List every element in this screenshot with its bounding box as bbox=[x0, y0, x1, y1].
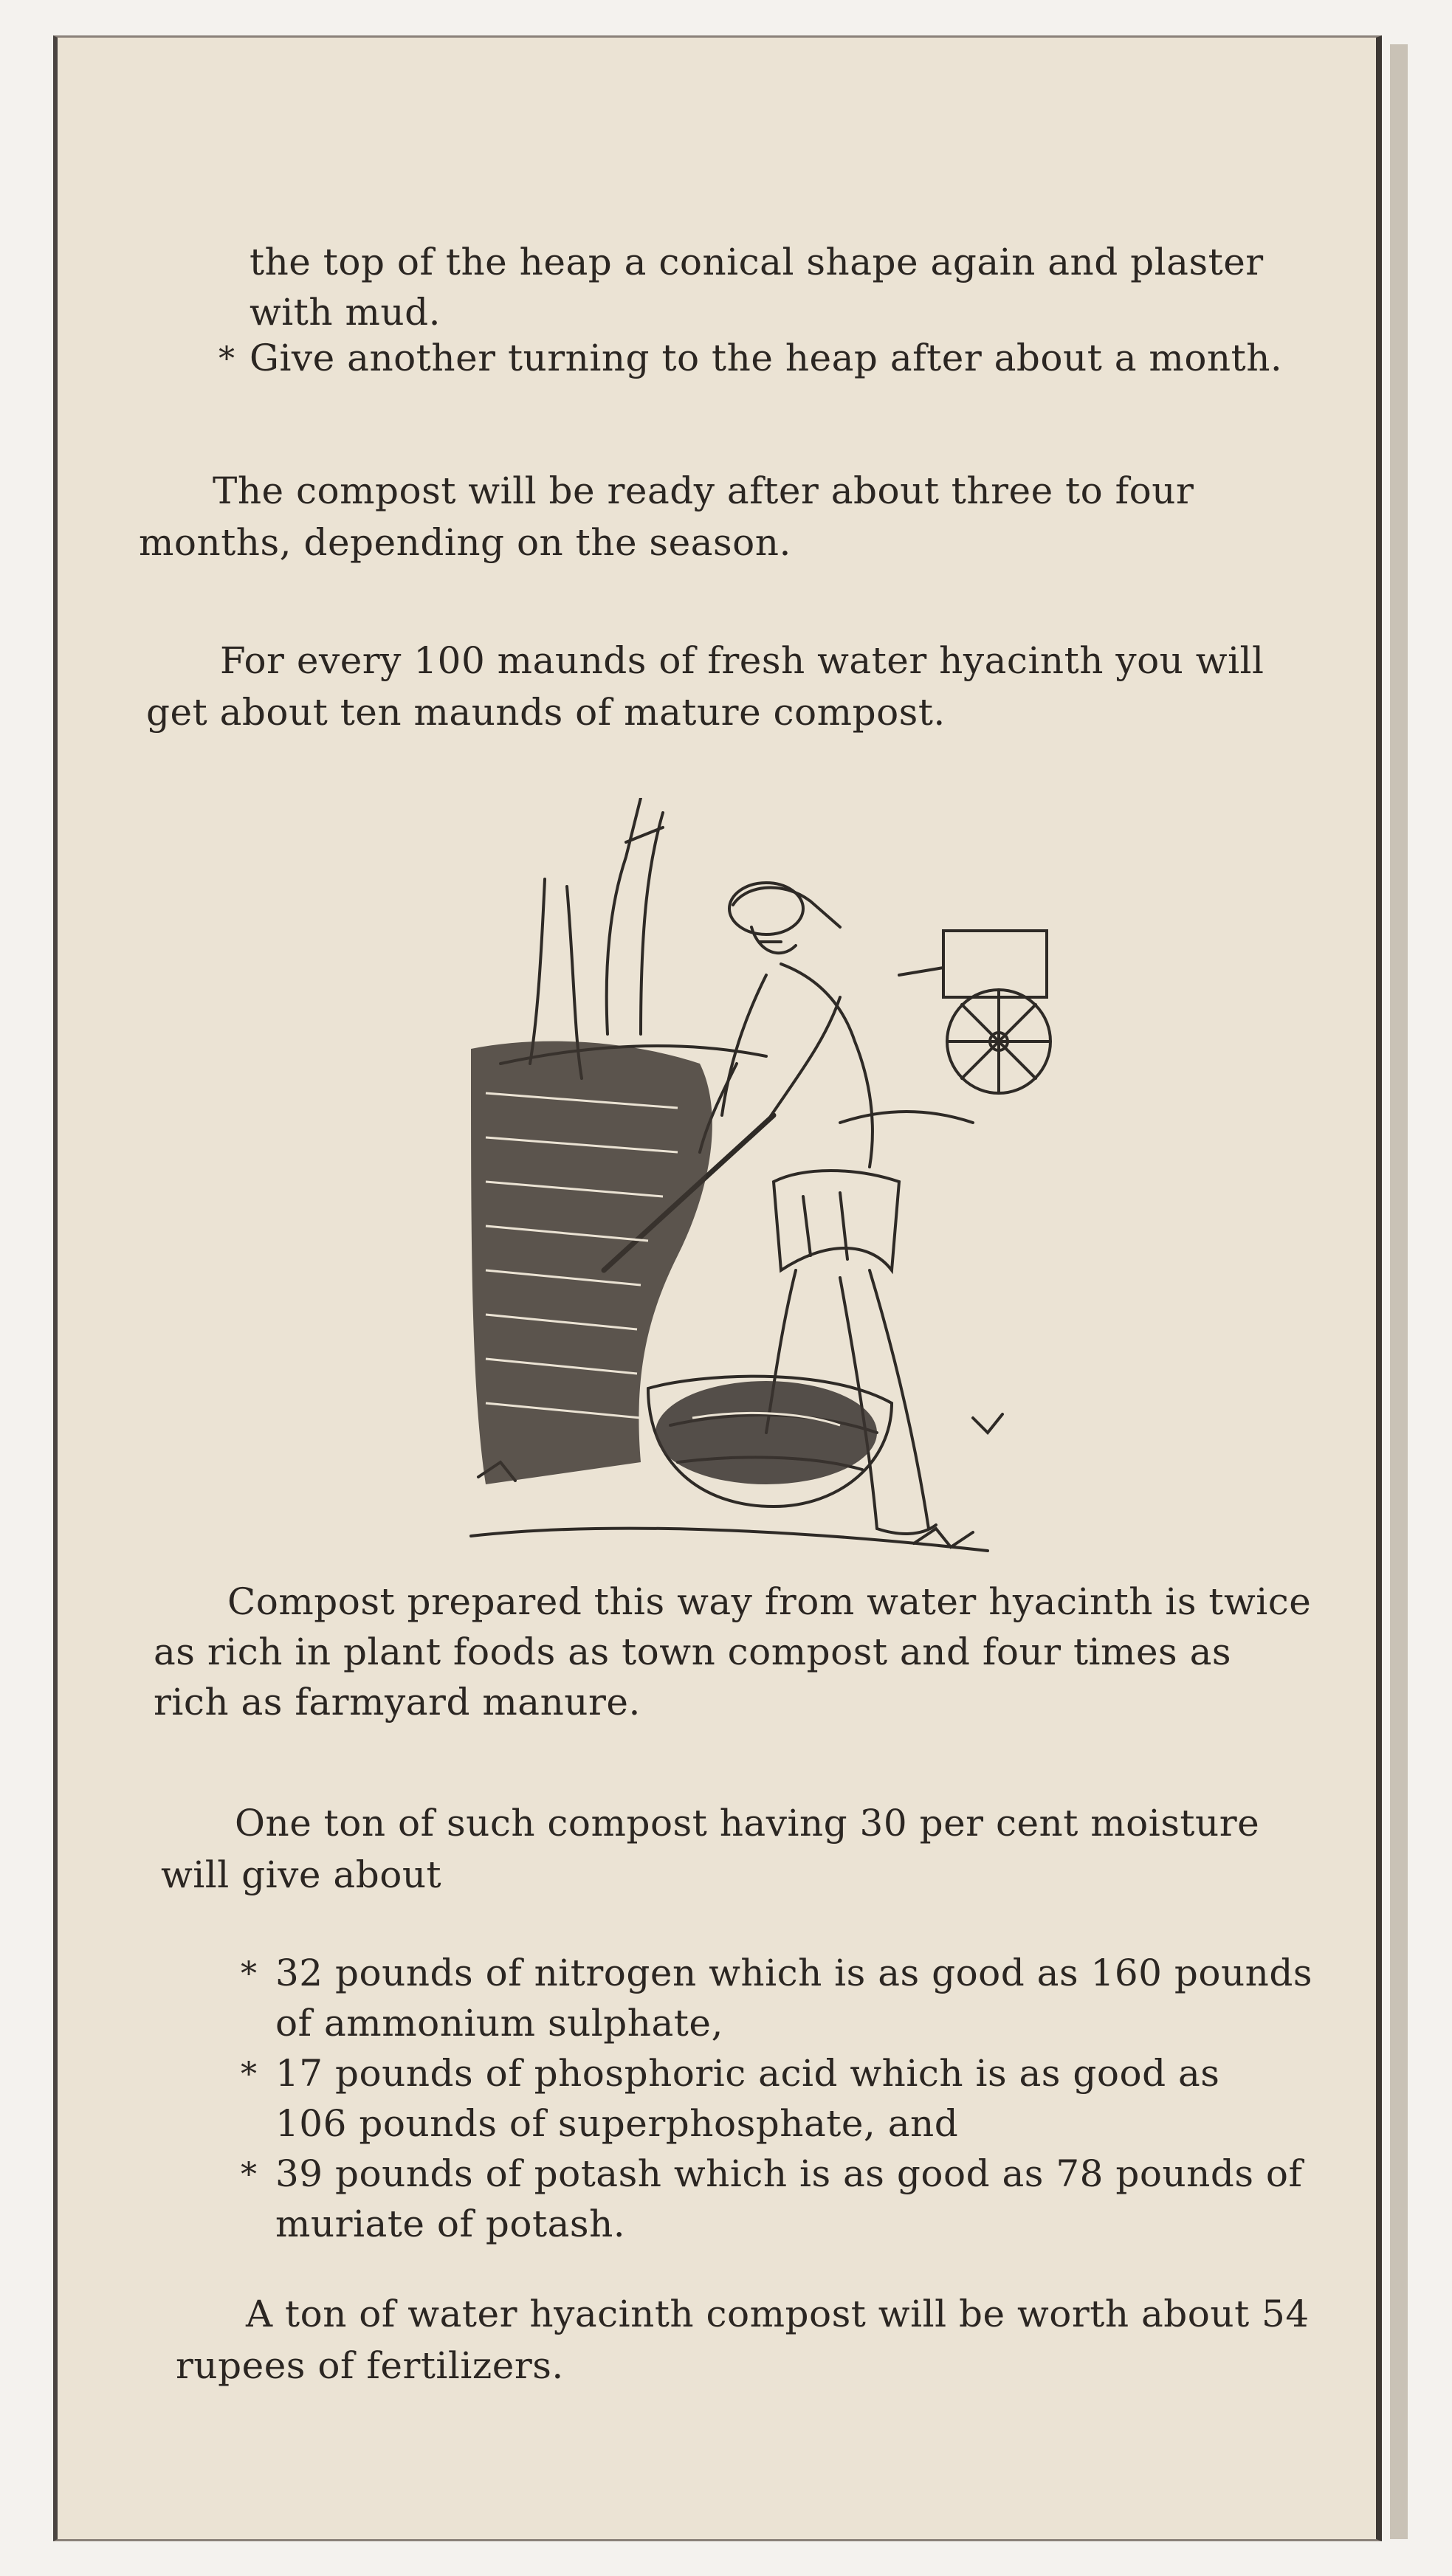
text-line: will give about bbox=[161, 1853, 442, 1896]
text-line: Compost prepared this way from water hyacinth is twice bbox=[227, 1580, 1312, 1623]
list-item-line: 39 pounds of potash which is as good as 78 pounds of bbox=[275, 2152, 1303, 2195]
text-line: Give another turning to the heap after about a month. bbox=[250, 337, 1283, 379]
text-line: with mud. bbox=[250, 291, 441, 334]
bullet-star: * bbox=[241, 2156, 257, 2194]
leaflet-page bbox=[53, 35, 1382, 2541]
text-line: A ton of water hyacinth compost will be worth about 54 bbox=[246, 2293, 1310, 2335]
text-line: get about ten maunds of mature compost. bbox=[146, 691, 946, 734]
list-item-line: 17 pounds of phosphoric acid which is as good as bbox=[275, 2052, 1220, 2095]
text-line: the top of the heap a conical shape again and plaster bbox=[250, 241, 1264, 283]
text-line: The compost will be ready after about three to four bbox=[213, 469, 1194, 512]
text-line: rich as farmyard manure. bbox=[154, 1681, 641, 1723]
page-edge-shadow bbox=[1390, 44, 1408, 2539]
bullet-star: * bbox=[241, 1955, 257, 1993]
list-item-line: 32 pounds of nitrogen which is as good as 160 pounds bbox=[275, 1952, 1313, 1994]
list-item-line: of ammonium sulphate, bbox=[275, 2002, 723, 2045]
list-item-line: 106 pounds of superphosphate, and bbox=[275, 2102, 959, 2145]
text-line: rupees of fertilizers. bbox=[176, 2344, 564, 2387]
bullet-star: * bbox=[219, 340, 235, 378]
bullet-star: * bbox=[241, 2056, 257, 2093]
composting-man-illustration bbox=[456, 798, 1076, 1580]
text-line: as rich in plant foods as town compost and four times as bbox=[154, 1630, 1232, 1673]
list-item-line: muriate of potash. bbox=[275, 2203, 626, 2245]
text-line: months, depending on the season. bbox=[139, 521, 791, 564]
text-line: For every 100 maunds of fresh water hyacinth you will bbox=[220, 639, 1265, 682]
text-line: One ton of such compost having 30 per cent moisture bbox=[235, 1802, 1260, 1845]
